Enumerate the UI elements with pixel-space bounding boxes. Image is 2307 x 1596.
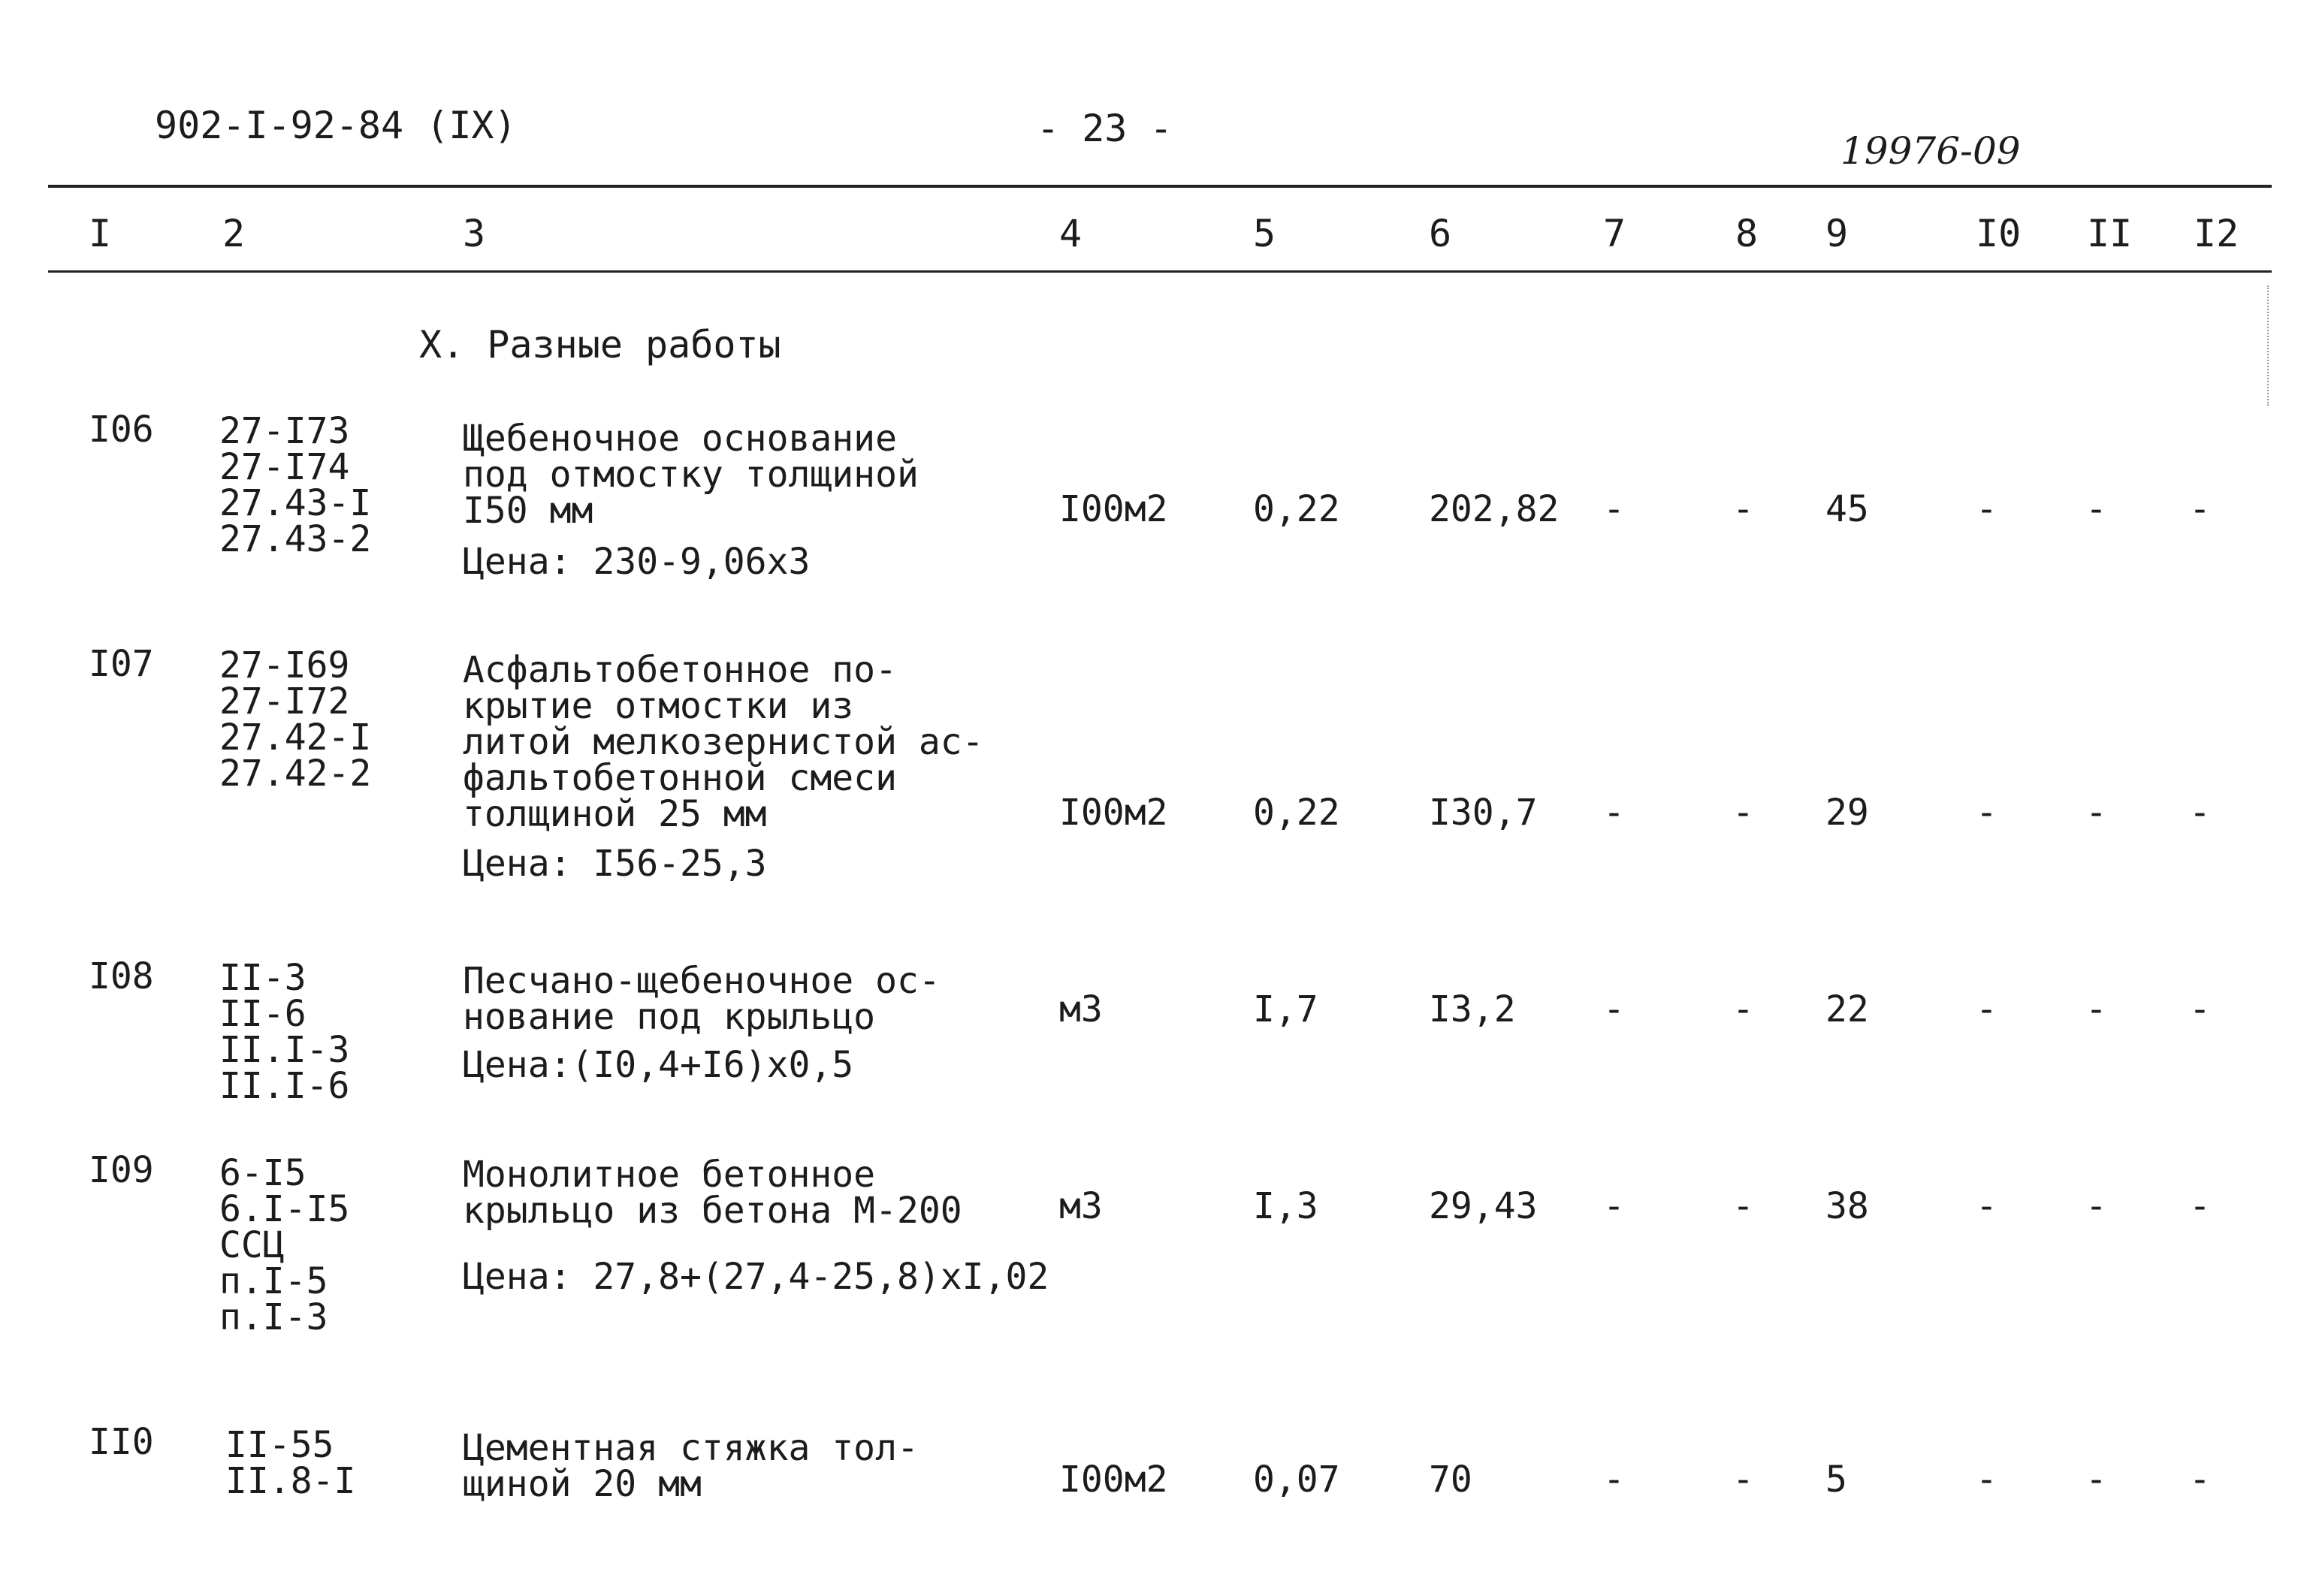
column-12-value: - (2189, 1185, 2211, 1227)
unit: I00м2 (1059, 792, 1168, 834)
column-11-value: - (2085, 792, 2107, 834)
column-number-1: I (89, 212, 112, 255)
column-11-value: - (2085, 988, 2107, 1030)
quantity: 0,07 (1253, 1459, 1340, 1501)
column-11-value: - (2085, 1459, 2107, 1501)
header-top-rule (48, 185, 2272, 188)
quantity: 0,22 (1253, 488, 1340, 530)
column-number-3: 3 (463, 212, 486, 255)
row-number: I07 (89, 643, 154, 685)
column-8-value: - (1732, 988, 1754, 1030)
column-10-value: - (1976, 1459, 1997, 1501)
row-number: I08 (89, 955, 154, 997)
column-7-value: - (1603, 1459, 1625, 1501)
column-7-value: - (1603, 988, 1625, 1030)
page-number: - 23 - (1037, 107, 1173, 150)
column-8-value: - (1732, 1459, 1754, 1501)
work-description: Щебеночное основание под отмостку толщиной I50 мм (463, 418, 919, 532)
column-7-value: - (1603, 1185, 1625, 1227)
column-6-value: 29,43 (1429, 1185, 1538, 1227)
column-10-value: - (1976, 792, 1997, 834)
price-formula: Цена: 27,8+(27,4-25,8)xI,02 (463, 1256, 1049, 1298)
column-10-value: - (1976, 1185, 1997, 1227)
column-8-value: - (1732, 1185, 1754, 1227)
row-number: II0 (89, 1421, 154, 1463)
document-code: 902-I-92-84 (IX) (155, 104, 517, 147)
price-formula: Цена: 230-9,06x3 (463, 541, 811, 583)
unit: I00м2 (1059, 1459, 1168, 1501)
work-description: Асфальтобетонное по- крытие отмостки из литой мелкозернистой ас- фальтобетонной смеси толщиной 25 мм (463, 649, 984, 835)
norm-codes: 6-I5 6.I-I5 ССЦ п.I-5 п.I-3 (219, 1152, 350, 1338)
column-6-value: 202,82 (1429, 488, 1560, 530)
column-number-11: II (2087, 212, 2133, 255)
column-number-8: 8 (1735, 212, 1759, 255)
column-number-12: I2 (2194, 212, 2239, 255)
unit: м3 (1059, 988, 1103, 1030)
column-12-value: - (2189, 1459, 2211, 1501)
column-10-value: - (1976, 488, 1997, 530)
right-edge-mark (2267, 285, 2269, 406)
column-9-value: 45 (1825, 488, 1869, 530)
work-description: Песчано-щебеночное ос- нование под крыльцо (463, 960, 941, 1038)
quantity: I,7 (1253, 988, 1318, 1030)
column-number-10: I0 (1976, 212, 2022, 255)
column-number-7: 7 (1603, 212, 1626, 255)
column-8-value: - (1732, 488, 1754, 530)
header-bottom-rule (48, 270, 2272, 273)
norm-codes: II-3 II-6 II.I-3 II.I-6 (219, 957, 350, 1107)
section-title: X. Разные работы (419, 323, 781, 367)
stamp-number: 19976-09 (1840, 129, 2021, 173)
norm-codes: 27-I69 27-I72 27.42-I 27.42-2 (219, 644, 372, 795)
row-number: I09 (89, 1149, 154, 1191)
quantity: 0,22 (1253, 792, 1340, 834)
work-description: Монолитное бетонное крыльцо из бетона М-200 (463, 1154, 962, 1232)
column-6-value: I30,7 (1429, 792, 1538, 834)
column-10-value: - (1976, 988, 1997, 1030)
column-8-value: - (1732, 792, 1754, 834)
column-7-value: - (1603, 488, 1625, 530)
column-9-value: 22 (1825, 988, 1869, 1030)
column-number-6: 6 (1429, 212, 1452, 255)
unit: I00м2 (1059, 488, 1168, 530)
unit: м3 (1059, 1185, 1103, 1227)
price-formula: Цена: I56-25,3 (463, 843, 767, 885)
column-9-value: 29 (1825, 792, 1869, 834)
work-description: Цементная стяжка тол- щиной 20 мм (463, 1427, 919, 1505)
column-12-value: - (2189, 488, 2211, 530)
column-number-5: 5 (1253, 212, 1276, 255)
column-number-2: 2 (222, 212, 246, 255)
norm-codes: II-55 II.8-I (225, 1424, 356, 1502)
price-formula: Цена:(I0,4+I6)x0,5 (463, 1044, 854, 1086)
quantity: I,3 (1253, 1185, 1318, 1227)
column-11-value: - (2085, 1185, 2107, 1227)
column-11-value: - (2085, 488, 2107, 530)
norm-codes: 27-I73 27-I74 27.43-I 27.43-2 (219, 410, 372, 560)
column-9-value: 5 (1825, 1459, 1847, 1501)
column-12-value: - (2189, 792, 2211, 834)
column-number-4: 4 (1059, 212, 1083, 255)
column-6-value: 70 (1429, 1459, 1472, 1501)
column-12-value: - (2189, 988, 2211, 1030)
column-7-value: - (1603, 792, 1625, 834)
column-6-value: I3,2 (1429, 988, 1516, 1030)
column-number-9: 9 (1825, 212, 1849, 255)
column-9-value: 38 (1825, 1185, 1869, 1227)
row-number: I06 (89, 409, 154, 451)
